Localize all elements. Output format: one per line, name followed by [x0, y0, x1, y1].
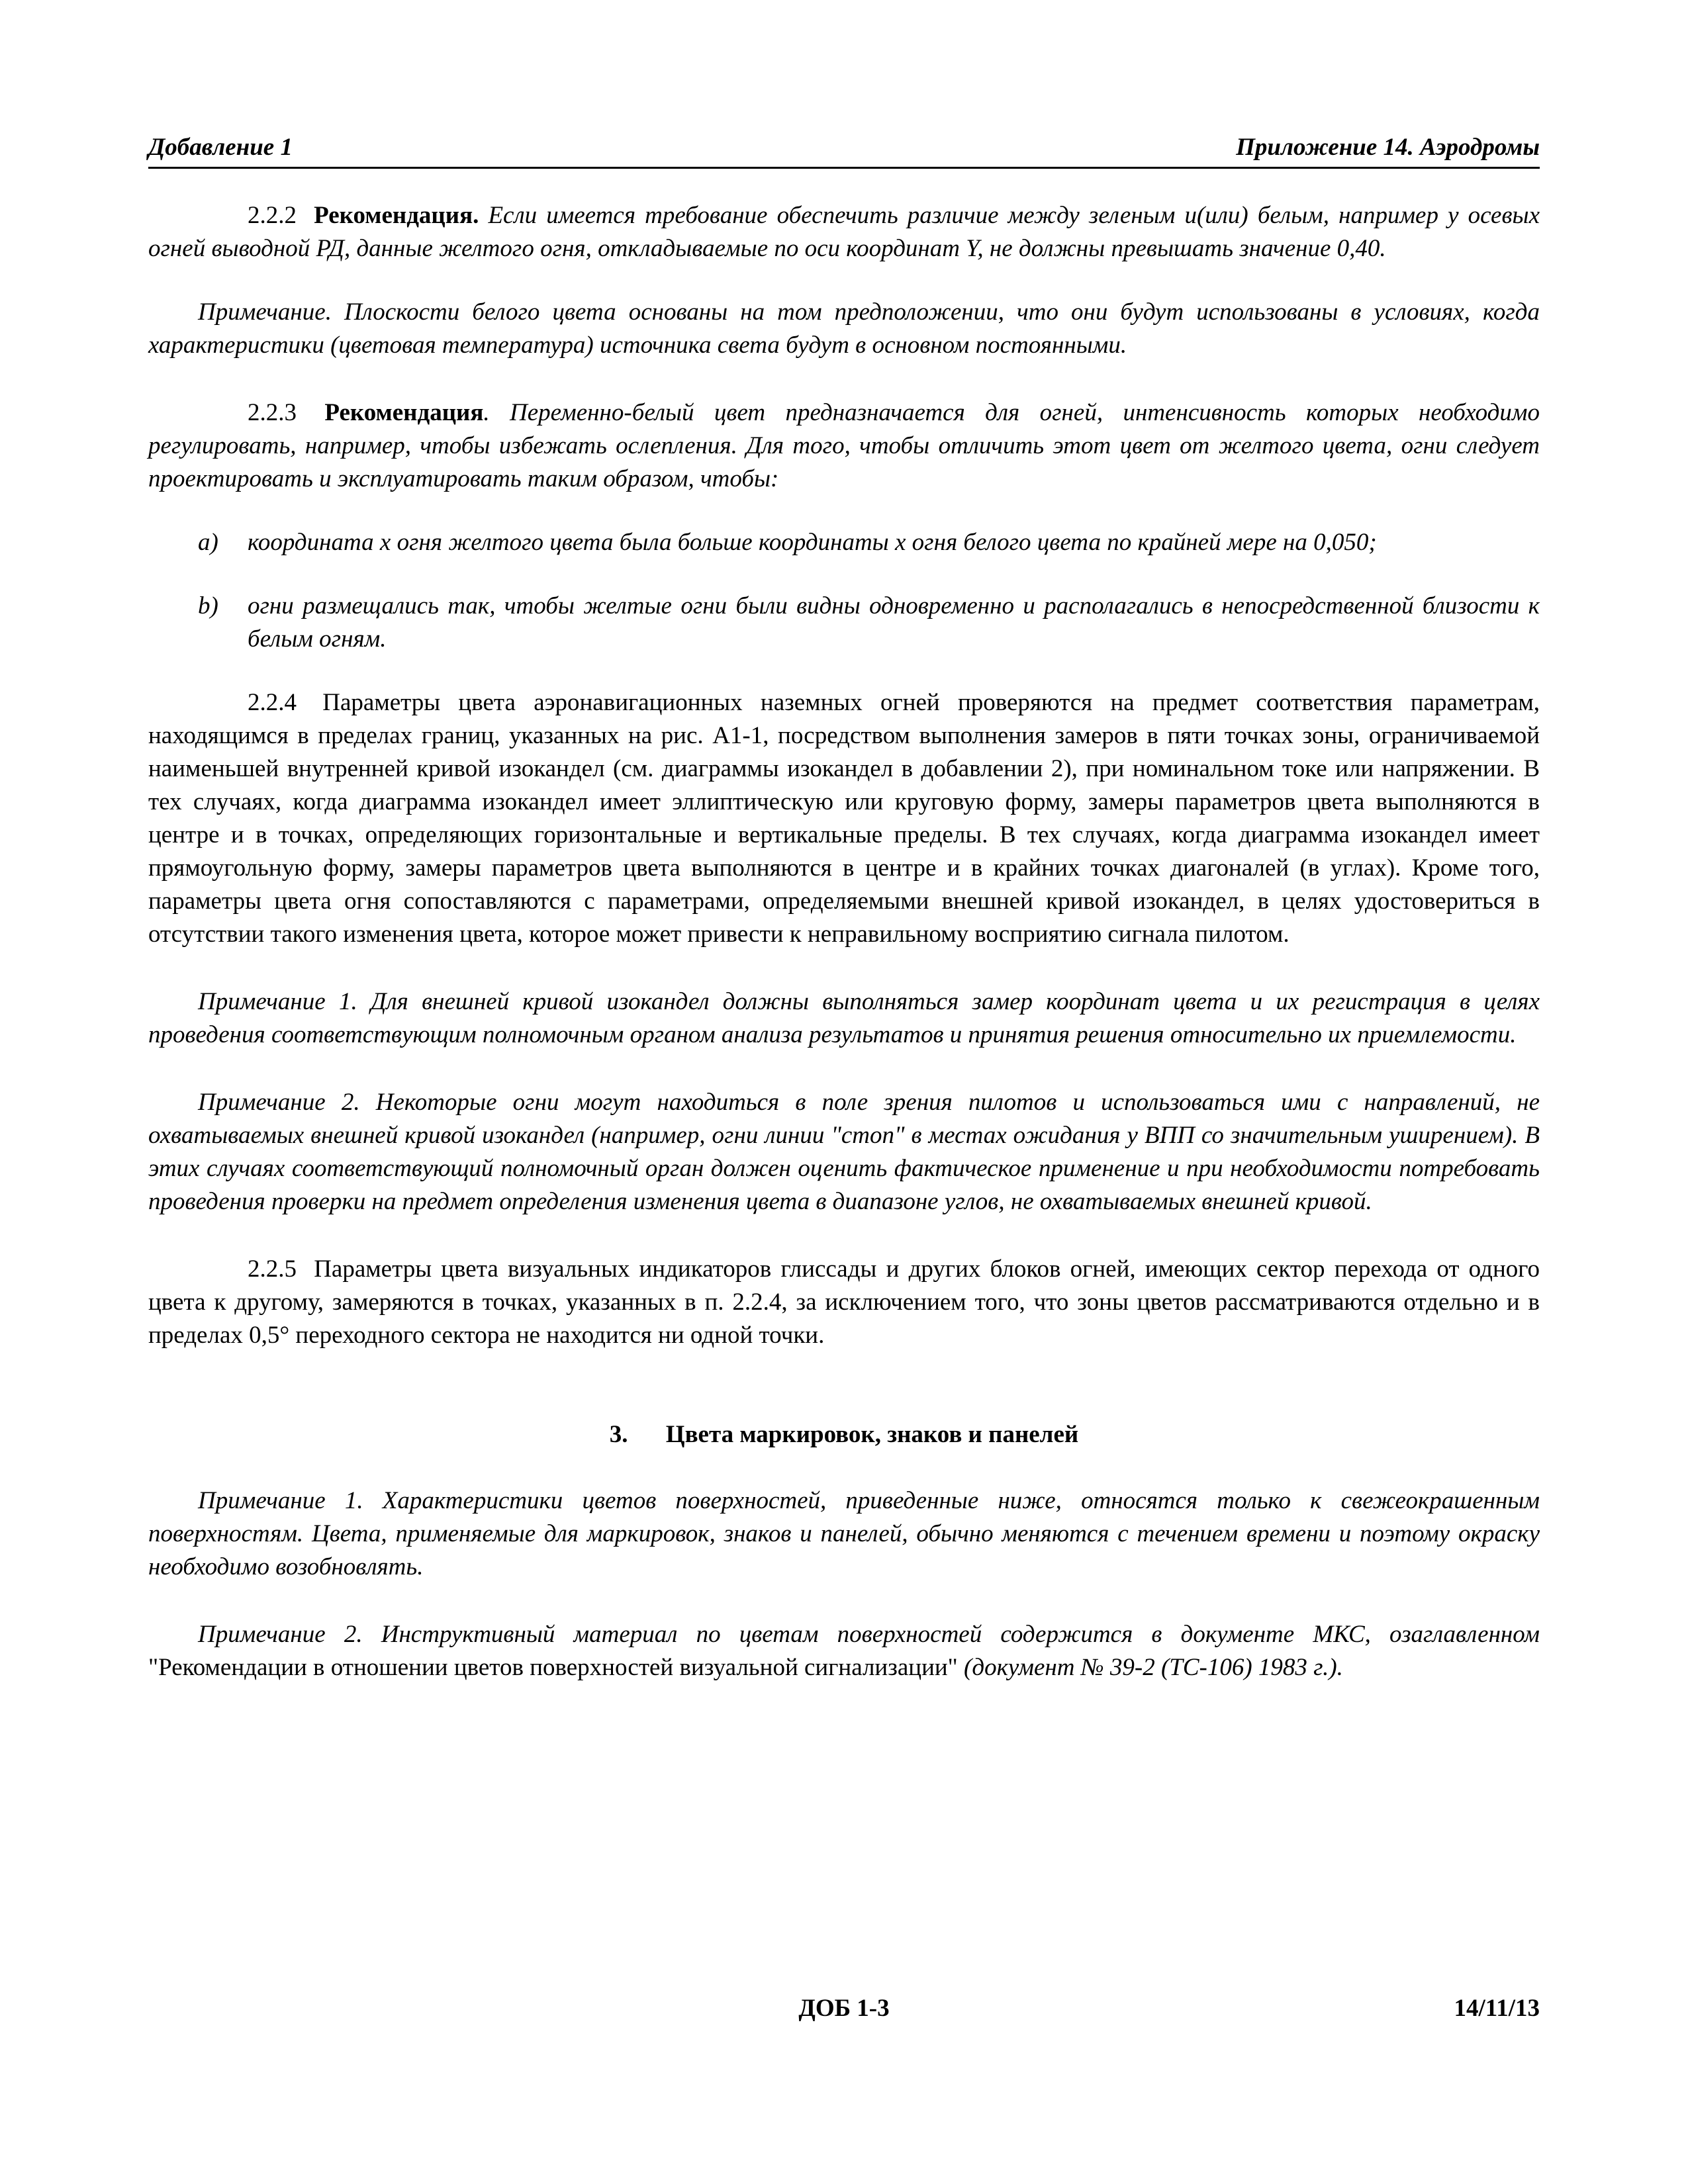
note-1-2-2-4: Примечание 1. Для внешней кривой изокандел должны выполняться замер координат цвета и их регистрация в целях проведения соответствующим полномочным органом анализа результатов и принятия решения относительно их приемлемости.: [148, 988, 1540, 1048]
note-1-section-3: Примечание 1. Характеристики цветов поверхностей, приведенные ниже, относятся только к свежеокрашенным поверхностям. Цвета, применяемые для маркировок, знаков и панелей, обычно меняются с течением времени и поэтому окраску необходимо возобновлять.: [148, 1487, 1540, 1580]
paragraph-number: 2.2.5: [248, 1255, 297, 1283]
paragraph-2-2-2: [148, 199, 1540, 265]
paragraph-number: 2.2.4: [248, 689, 297, 716]
paragraph-number: 2.2.2: [248, 202, 297, 229]
section-number: 3.: [609, 1421, 628, 1448]
document-page: [148, 132, 1540, 2085]
paragraph-number: 2.2.3: [248, 399, 297, 426]
note-text-post: (документ № 39-2 (ТС-106) 1983 г.).: [957, 1654, 1343, 1681]
section-3-heading: [148, 1418, 1540, 1451]
paragraph-text: Параметры цвета аэронавигационных наземных огней проверяются на предмет соответствия параметрам, находящимся в пределах границ, указанных на рис. A1-1, посредством выполнения замеров в пяти точках зоны, ограничиваемой наименьшей внутренней кривой изокандел (см. диаграммы изокандел в добавлении 2), при номинальном токе или напряжении. В тех случаях, когда диаграмма изокандел имеет эллиптическую или круговую форму, замеры параметров цвета выполняются в центре и в точках, определяющих горизонтальные и вертикальные пределы. В тех случаях, когда диаграмма изокандел имеет прямоугольную форму, замеры параметров цвета выполняются в центре и в крайних точках диагоналей (в углах). Кроме того, параметры цвета огня сопоставляются с параметрами, определяемыми внешней кривой изокандел, в целях удостовериться в отсутствии такого изменения цвета, которое может привести к неправильному восприятию сигнала пилотом.: [148, 689, 1540, 948]
note-2-2-2-4: Примечание 2. Некоторые огни могут находиться в поле зрения пилотов и использоваться ими с направлений, не охватываемых внешней кривой изокандел (например, огни линии "стоп" в местах ожидания у ВПП со значительным уширением). В этих случаях соответствующий полномочный орган должен оценить фактическое применение и при необходимости потребовать проведения проверки на предмет определения изменения цвета в диапазоне углов, не охватываемых внешней кривой.: [148, 1089, 1540, 1215]
footer-page-number: ДОБ 1-3: [798, 1995, 890, 2022]
page-header: [148, 132, 1540, 169]
paragraph-text: Параметры цвета визуальных индикаторов глиссады и других блоков огней, имеющих сектор перехода от одного цвета к другому, замеряются в точках, указанных в п. 2.2.4, за исключением того, что зоны цветов рассматриваются отдельно и в пределах 0,5° переходного сектора не находится ни одной точки.: [148, 1255, 1540, 1349]
page-content: [148, 199, 1540, 1684]
header-right: Приложение 14. Аэродромы: [1236, 134, 1540, 161]
section-title: Цвета маркировок, знаков и панелей: [665, 1421, 1079, 1448]
header-left: Добавление 1: [148, 134, 293, 161]
recommendation-label: Рекомендация.: [314, 202, 479, 229]
paragraph-2-2-4: [148, 686, 1540, 951]
paragraph-2-2-5: [148, 1253, 1540, 1352]
list-item-a: [148, 526, 1540, 559]
note-white-planes: Примечание. Плоскости белого цвета основаны на том предположении, что они будут использованы в условиях, когда характеристики (цветовая температура) источника света будут в основном постоянными.: [148, 298, 1540, 359]
list-item-label: b): [198, 592, 218, 619]
paragraph-text: Если имеется требование обеспечить различие между зеленым и(или) белым, например у осевых огней выводной РД, данные желтого огня, откладываемые по оси координат Y, не должны превышать значение 0,40.: [148, 202, 1540, 262]
note-2-section-3: [148, 1618, 1540, 1684]
recommendation-label: Рекомендация: [324, 399, 484, 426]
list-item-b: [148, 590, 1540, 656]
note-text-pre: Примечание 2. Инструктивный материал по цветам поверхностей содержится в документе МКС, озаглавленном: [198, 1621, 1540, 1648]
list-item-text: координата х огня желтого цвета была больше координаты х огня белого цвета по крайней мере на 0,050;: [248, 529, 1377, 556]
document-title-reference: "Рекомендации в отношении цветов поверхностей визуальной сигнализации": [148, 1654, 958, 1681]
list-item-label: a): [198, 529, 218, 556]
list-item-text: огни размещались так, чтобы желтые огни были видны одновременно и располагались в непосредственной близости к белым огням.: [248, 592, 1540, 653]
footer-date: 14/11/13: [1454, 1995, 1540, 2022]
paragraph-2-2-3: [148, 396, 1540, 496]
paragraph-text: . Переменно-белый цвет предназначается для огней, интенсивность которых необходимо регулировать, например, чтобы избежать ослепления. Для того, чтобы отличить этот цвет от желтого цвета, огни следует проектировать и эксплуатировать таким образом, чтобы:: [148, 399, 1540, 492]
